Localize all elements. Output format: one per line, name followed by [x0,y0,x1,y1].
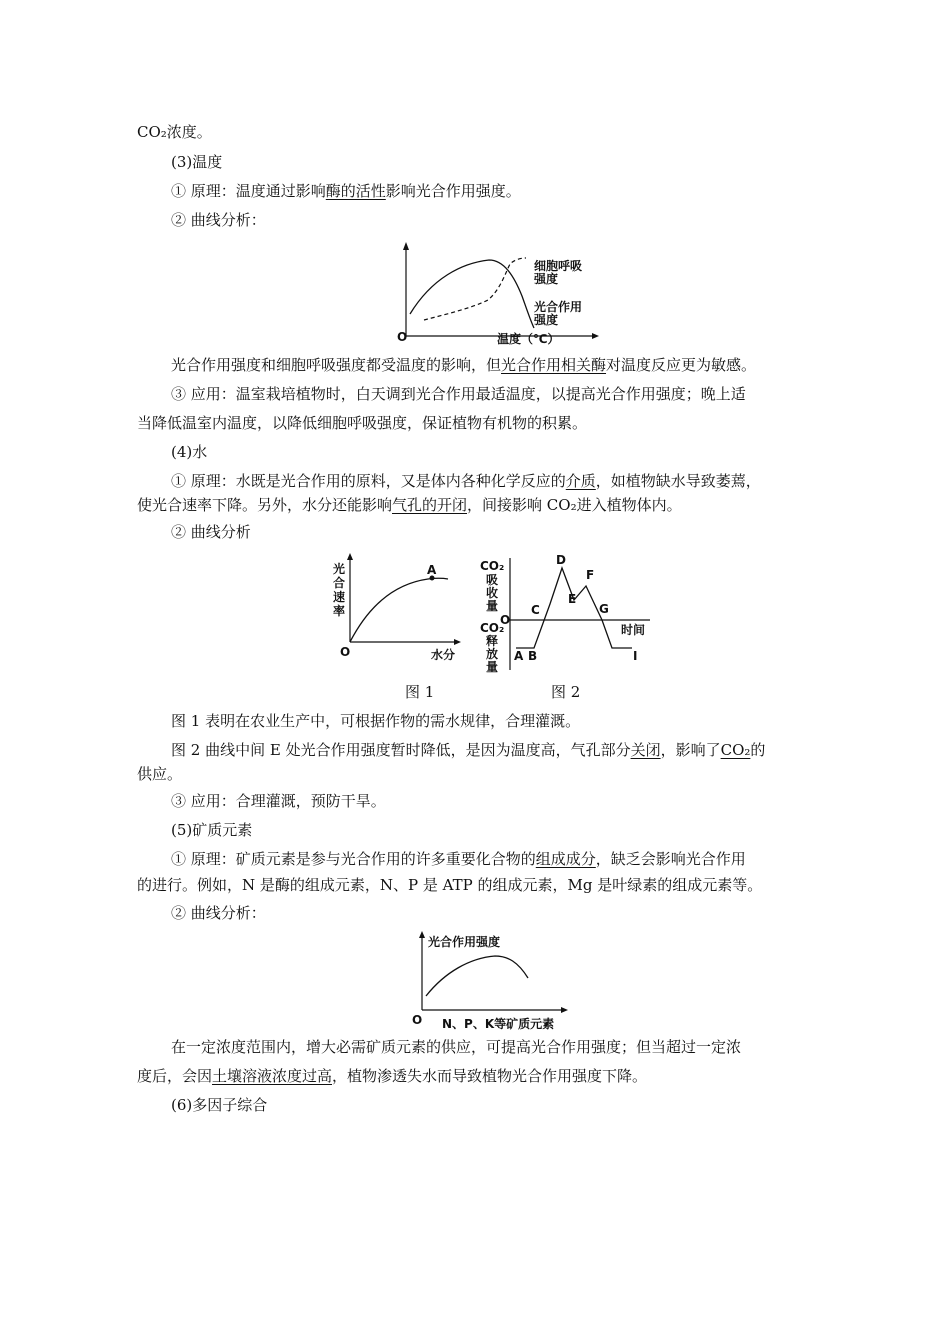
text-line: ③ 应用：温室栽培植物时，白天调到光合作用最适温度，以提高光合作用强度；晚上适 [171,385,746,403]
section-heading-water: (4)水 [171,443,208,461]
photosynthesis-label: 光合作用 [534,300,583,314]
y-axis-label-char: CO₂ [480,621,505,635]
point-label: G [599,602,609,616]
underlined-term: CO₂ [720,741,751,759]
y-axis-label-char: 放 [486,647,499,661]
text-line: 的进行。例如，N 是酶的组成元素，N、P 是 ATP 的组成元素，Mg 是叶绿素的组成元素等。 [137,876,763,894]
y-axis-label-char: 吸 [486,573,499,587]
underlined-term: 介质 [565,472,596,490]
respiration-curve [424,258,526,320]
mineral-curve [426,956,528,996]
point-label: E [568,592,577,606]
y-axis-label: 光合作用强度 [428,935,501,949]
text-line: CO₂浓度。 [137,123,212,141]
origin-label: O [340,645,351,659]
figure-1-caption: 图 1 [405,683,435,701]
y-axis-arrow [419,931,425,938]
text-line: 图 1 表明在农业生产中，可根据作物的需水规律，合理灌溉。 [171,712,581,730]
text-line: 使光合速率下降。另外，水分还能影响气孔的开闭，间接影响 CO₂进入植物体内。 [137,496,682,514]
y-axis-label-char: CO₂ [480,559,505,573]
text-line: ① 原理：矿质元素是参与光合作用的许多重要化合物的组成成分，缺乏会影响光合作用 [171,850,746,868]
photosynthesis-curve [410,260,534,328]
text-line: ① 原理：温度通过影响酶的活性影响光合作用强度。 [171,182,521,200]
text-line: 光合作用强度和细胞呼吸强度都受温度的影响，但光合作用相关酶对温度反应更为敏感。 [171,356,757,374]
y-axis-arrow [347,553,353,560]
x-axis-label: 时间 [621,623,646,637]
y-axis-label-char: 率 [333,604,346,618]
origin-label: O [500,613,511,627]
underlined-term: 气孔的开闭 [392,496,468,514]
y-axis-label-char: 速 [333,590,346,604]
respiration-label: 强度 [534,272,559,286]
section-heading-temperature: (3)温度 [171,153,223,171]
y-axis-label-char: 光 [333,562,346,576]
point-label: F [586,568,595,582]
temperature-curve-figure [392,238,602,350]
text-line: ① 原理：水既是光合作用的原料，又是体内各种化学反应的介质，如植物缺水导致萎蔫， [171,472,761,490]
y-axis-label-char: 量 [486,599,499,613]
y-axis-label-char: 释 [486,634,499,648]
y-axis-arrow [403,242,409,250]
text-line: ② 曲线分析 [171,523,251,541]
origin-label: O [412,1013,423,1027]
underlined-term: 关闭 [630,741,661,759]
figure-2-caption: 图 2 [551,683,581,701]
underlined-term: 酶的活性 [325,182,386,200]
photosynthesis-label: 强度 [534,313,559,327]
y-axis-label-char: 合 [333,576,346,590]
x-axis-label: N、P、K等矿质元素 [442,1017,555,1031]
water-curve-figure-1 [328,552,463,664]
water-rate-curve [350,578,448,642]
y-axis-label-char: 量 [486,660,499,674]
respiration-label: 细胞呼吸 [534,259,583,273]
point-label: I [633,649,638,663]
origin-label: O [397,330,408,344]
point-label: A [427,563,437,577]
text-line: ② 曲线分析： [171,211,266,229]
x-axis-arrow [561,1007,568,1013]
point-label: A [514,649,524,663]
text-line: 供应。 [137,765,183,783]
y-axis-label-char: 收 [486,586,499,600]
underlined-term: 土壤溶液浓度过高 [212,1067,333,1085]
text-line: 度后，会因土壤溶液浓度过高，植物渗透失水而导致植物光合作用强度下降。 [137,1067,648,1085]
mineral-curve-figure [400,930,570,1030]
x-axis-label: 温度（℃） [497,332,560,346]
text-line: 当降低温室内温度，以降低细胞呼吸强度，保证植物有机物的积累。 [137,414,588,432]
x-axis-label: 水分 [431,648,456,662]
x-axis-arrow [592,333,599,339]
text-line: 图 2 曲线中间 E 处光合作用强度暂时降低，是因为温度高，气孔部分关闭，影响了CO₂的 [171,741,766,759]
text-line: ② 曲线分析： [171,904,266,922]
section-heading-minerals: (5)矿质元素 [171,821,253,839]
x-axis-arrow [454,639,461,645]
text-line: ③ 应用：合理灌溉，预防干旱。 [171,792,386,810]
point-label: C [531,603,540,617]
point-label: B [528,649,538,663]
text-line: 在一定浓度范围内，增大必需矿质元素的供应，可提高光合作用强度；但当超过一定浓 [171,1038,742,1056]
section-heading-multi-factor: (6)多因子综合 [171,1096,268,1114]
underlined-term: 光合作用相关酶 [501,356,607,374]
underlined-term: 组成成分 [535,850,596,868]
water-curve-figure-2 [478,552,658,672]
point-label: D [556,553,566,567]
